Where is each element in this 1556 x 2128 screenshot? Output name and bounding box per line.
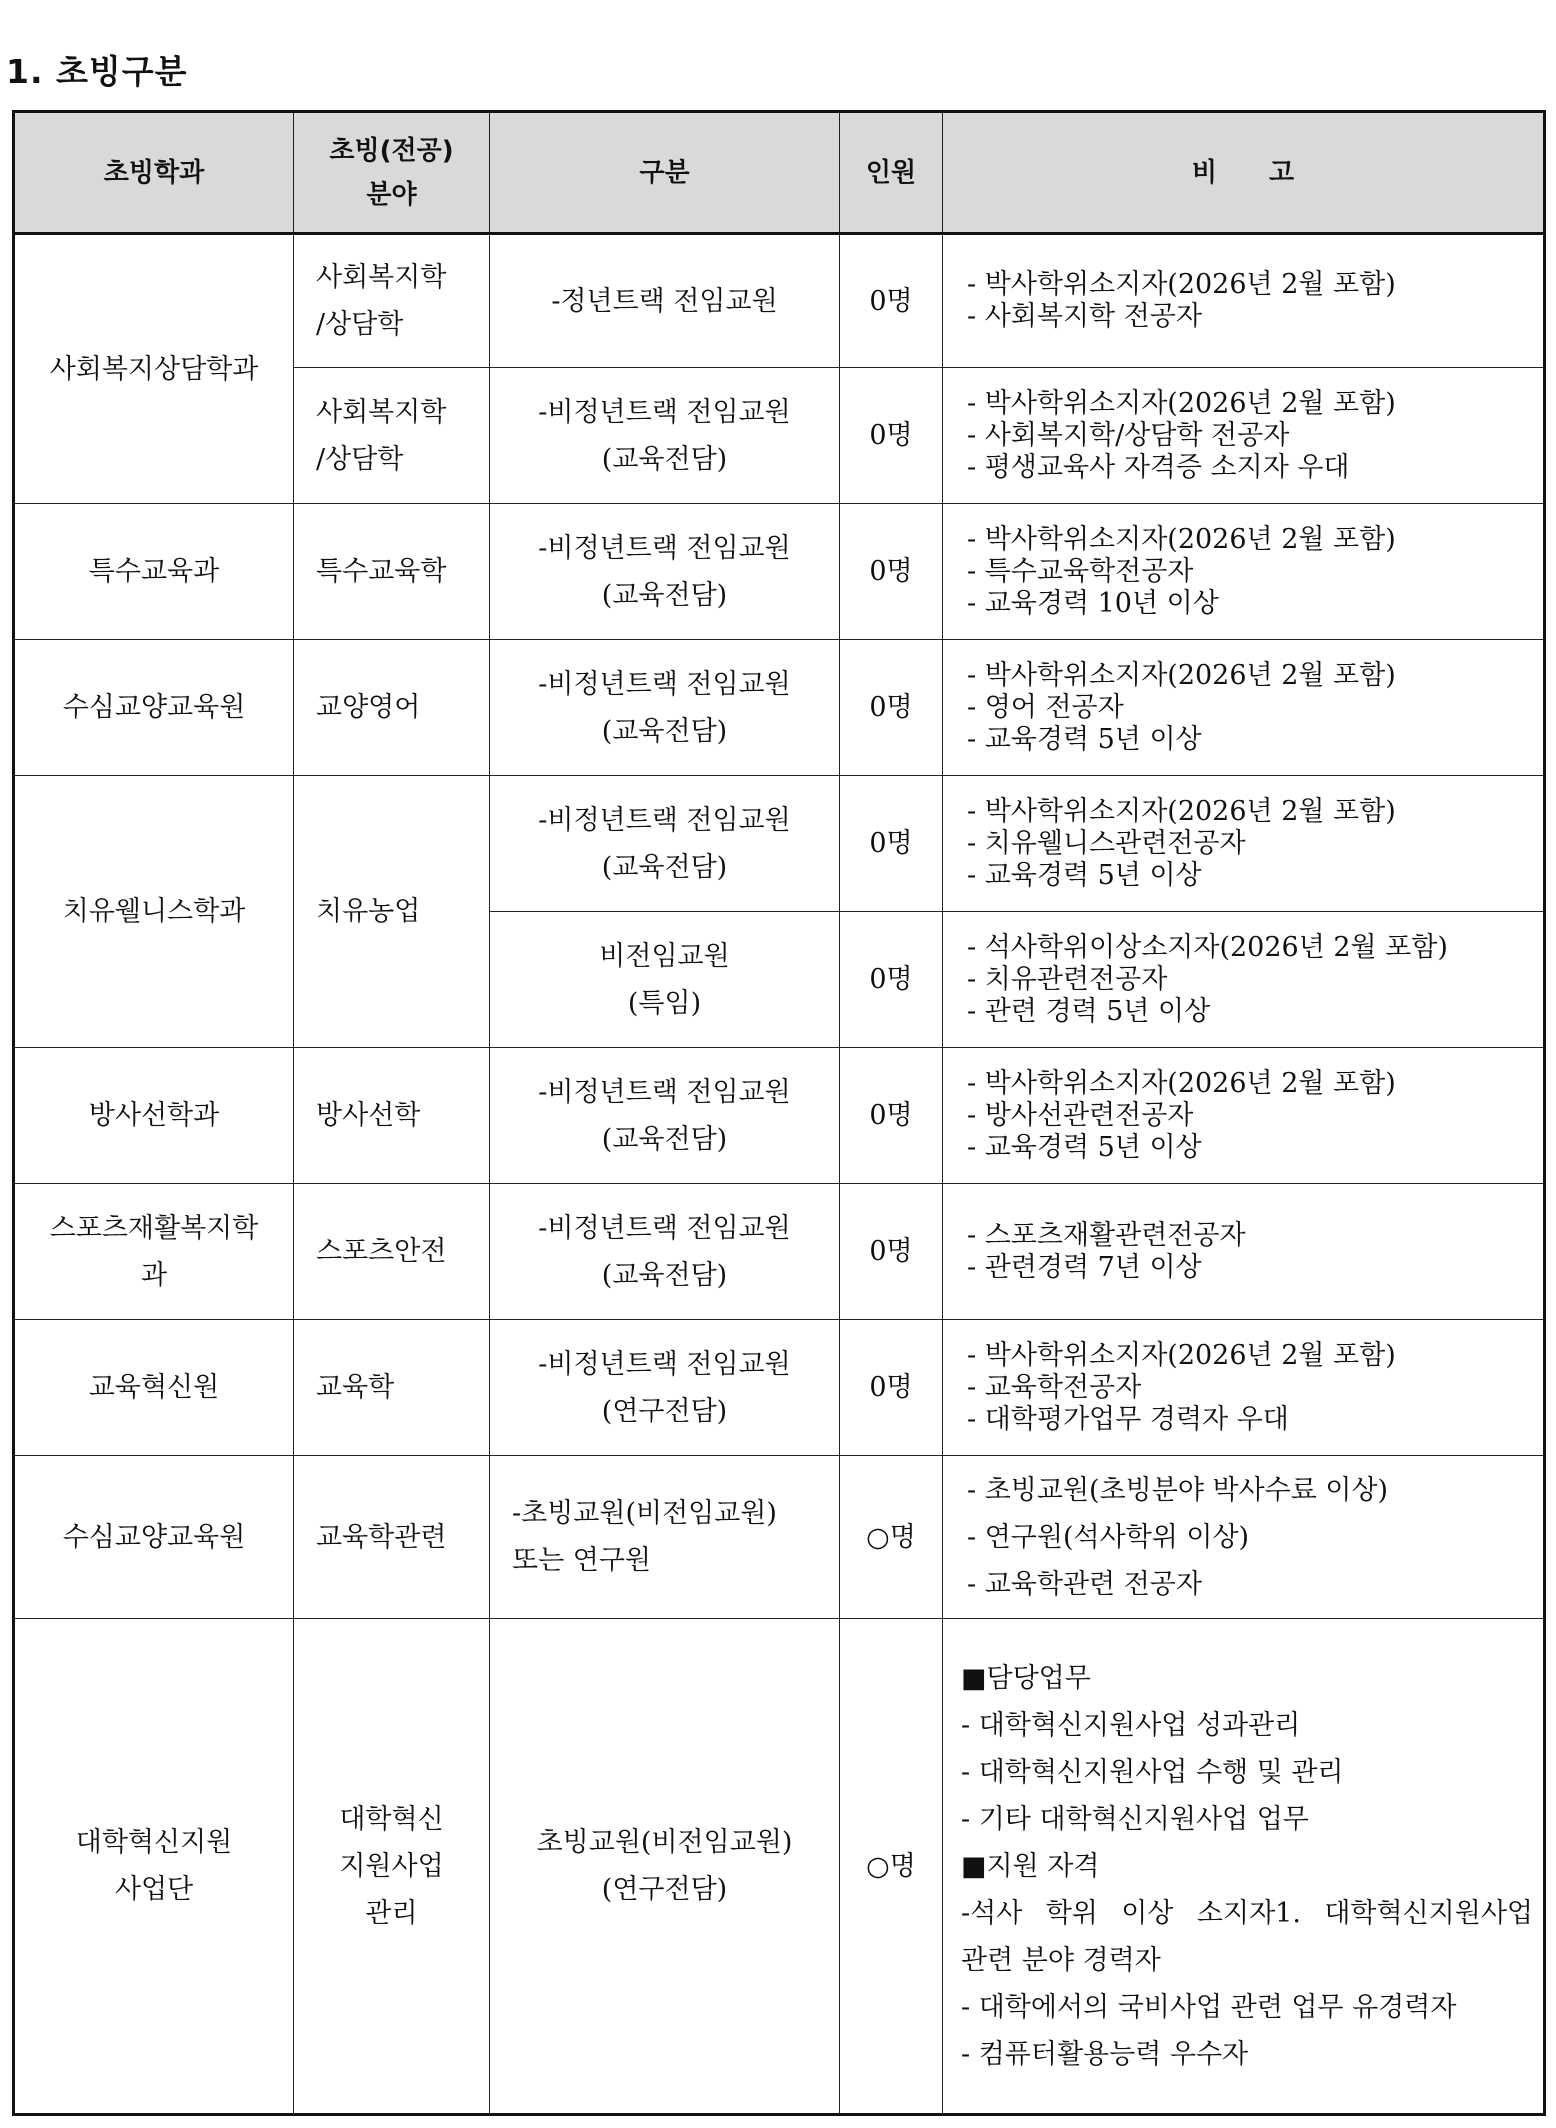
dept-cell: 교육혁신원 (14, 1320, 294, 1456)
note-line: ■지원 자격 (961, 1850, 1100, 1882)
note-line: - 초빙교원(초빙분야 박사수료 이상) (967, 1474, 1389, 1506)
notes-cell (943, 1048, 1545, 1184)
count-cell: 0명 (840, 368, 943, 504)
table-row (14, 640, 1545, 776)
count-cell: 0명 (840, 912, 943, 1048)
note-line: - 교육경력 5년 이상 (967, 723, 1202, 755)
category-cell: -비정년트랙 전임교원 (교육전담) (490, 368, 840, 504)
count-cell: 0명 (840, 776, 943, 912)
note-line: - 대학에서의 국비사업 관련 업무 유경력자 (961, 1991, 1457, 2023)
note-line: - 연구원(석사학위 이상) (967, 1521, 1250, 1553)
notes-cell (943, 504, 1545, 640)
note-line: - 대학혁신지원사업 성과관리 (961, 1709, 1301, 1741)
note-line: - 기타 대학혁신지원사업 업무 (961, 1803, 1309, 1835)
category-cell: -비정년트랙 전임교원 (교육전담) (490, 776, 840, 912)
dept-cell: 특수교육과 (14, 504, 294, 640)
dept-cell: 수심교양교육원 (14, 1456, 294, 1619)
notes-cell (943, 1456, 1545, 1619)
section-title: 1. 초빙구분 (6, 52, 188, 91)
note-line: - 교육경력 5년 이상 (967, 1131, 1202, 1163)
note-line: - 치유관련전공자 (967, 963, 1168, 995)
field-cell: 특수교육학 (294, 504, 490, 640)
category-cell: -초빙교원(비전임교원) 또는 연구원 (490, 1456, 840, 1619)
dept-cell: 수심교양교육원 (14, 640, 294, 776)
note-line: - 사회복지학/상담학 전공자 (967, 419, 1290, 451)
header-notes: 비 고 (943, 112, 1545, 234)
note-line: - 관련경력 7년 이상 (967, 1251, 1202, 1283)
note-line: - 영어 전공자 (967, 691, 1124, 723)
notes-cell (943, 1184, 1545, 1320)
note-line: ■담당업무 (961, 1662, 1091, 1694)
field-cell: 방사선학 (294, 1048, 490, 1184)
note-line: - 치유웰니스관련전공자 (967, 827, 1246, 859)
count-cell: 0명 (840, 640, 943, 776)
dept-cell: 대학혁신지원 사업단 (14, 1619, 294, 2115)
table-header-row (14, 112, 1545, 234)
field-cell: 치유농업 (294, 776, 490, 1048)
field-cell: 대학혁신 지원사업 관리 (294, 1619, 490, 2115)
notes-cell (943, 234, 1545, 368)
note-line: - 대학혁신지원사업 수행 및 관리 (961, 1756, 1344, 1788)
notes-cell (943, 912, 1545, 1048)
notes-cell (943, 640, 1545, 776)
count-cell: 0명 (840, 234, 943, 368)
note-line: - 박사학위소지자(2026년 2월 포함) (967, 1067, 1396, 1099)
note-line: - 사회복지학 전공자 (967, 301, 1202, 332)
category-cell: -비정년트랙 전임교원 (교육전담) (490, 640, 840, 776)
note-line: - 박사학위소지자(2026년 2월 포함) (967, 269, 1396, 300)
dept-cell: 방사선학과 (14, 1048, 294, 1184)
table-row (14, 1456, 1545, 1619)
field-cell: 스포츠안전 (294, 1184, 490, 1320)
note-line: - 교육경력 10년 이상 (967, 587, 1219, 619)
category-cell: -비정년트랙 전임교원 (교육전담) (490, 1184, 840, 1320)
count-cell: ○명 (840, 1619, 943, 2115)
category-cell: -비정년트랙 전임교원 (연구전담) (490, 1320, 840, 1456)
note-line: - 대학평가업무 경력자 우대 (967, 1403, 1289, 1435)
dept-cell: 스포츠재활복지학 과 (14, 1184, 294, 1320)
field-cell: 교육학 (294, 1320, 490, 1456)
count-cell: 0명 (840, 1320, 943, 1456)
recruitment-table (12, 110, 1546, 2116)
note-line: - 박사학위소지자(2026년 2월 포함) (967, 1339, 1396, 1371)
field-cell: 사회복지학 /상담학 (294, 234, 490, 368)
category-cell: -정년트랙 전임교원 (490, 234, 840, 368)
header-category: 구분 (490, 112, 840, 234)
note-line: - 특수교육학전공자 (967, 555, 1194, 587)
field-cell: 교육학관련 (294, 1456, 490, 1619)
category-cell: 초빙교원(비전임교원) (연구전담) (490, 1619, 840, 2115)
note-line: - 방사선관련전공자 (967, 1099, 1194, 1131)
count-cell: 0명 (840, 1048, 943, 1184)
table-row (14, 234, 1545, 368)
header-field: 초빙(전공) 분야 (294, 112, 490, 234)
note-line: - 평생교육사 자격증 소지자 우대 (967, 451, 1350, 483)
notes-cell (943, 1320, 1545, 1456)
note-line: -석사 학위 이상 소지자1. 대학혁신지원사업 관련 분야 경력자 (961, 1897, 1533, 1976)
notes-cell (943, 368, 1545, 504)
note-line: - 교육학전공자 (967, 1371, 1142, 1403)
field-cell: 교양영어 (294, 640, 490, 776)
note-line: - 관련 경력 5년 이상 (967, 995, 1211, 1027)
count-cell: 0명 (840, 504, 943, 640)
note-line: - 석사학위이상소지자(2026년 2월 포함) (967, 931, 1448, 963)
note-line: - 박사학위소지자(2026년 2월 포함) (967, 523, 1396, 555)
table-row (14, 1184, 1545, 1320)
count-cell: ○명 (840, 1456, 943, 1619)
note-line: - 컴퓨터활용능력 우수자 (961, 2038, 1249, 2070)
note-line: - 박사학위소지자(2026년 2월 포함) (967, 659, 1396, 691)
dept-cell: 사회복지상담학과 (14, 234, 294, 504)
table-row (14, 1048, 1545, 1184)
category-cell: 비전임교원 (특임) (490, 912, 840, 1048)
table-row (14, 504, 1545, 640)
note-line: - 스포츠재활관련전공자 (967, 1219, 1246, 1251)
header-department: 초빙학과 (14, 112, 294, 234)
header-count: 인원 (840, 112, 943, 234)
note-line: - 교육학관련 전공자 (967, 1568, 1202, 1600)
table-row (14, 1320, 1545, 1456)
notes-cell (943, 776, 1545, 912)
count-cell: 0명 (840, 1184, 943, 1320)
table-row (14, 776, 1545, 912)
note-line: - 박사학위소지자(2026년 2월 포함) (967, 795, 1396, 827)
notes-cell (943, 1619, 1545, 2115)
table-row (14, 1619, 1545, 2115)
field-cell: 사회복지학 /상담학 (294, 368, 490, 504)
category-cell: -비정년트랙 전임교원 (교육전담) (490, 1048, 840, 1184)
note-line: - 교육경력 5년 이상 (967, 859, 1202, 891)
dept-cell: 치유웰니스학과 (14, 776, 294, 1048)
note-line: - 박사학위소지자(2026년 2월 포함) (967, 387, 1396, 419)
category-cell: -비정년트랙 전임교원 (교육전담) (490, 504, 840, 640)
